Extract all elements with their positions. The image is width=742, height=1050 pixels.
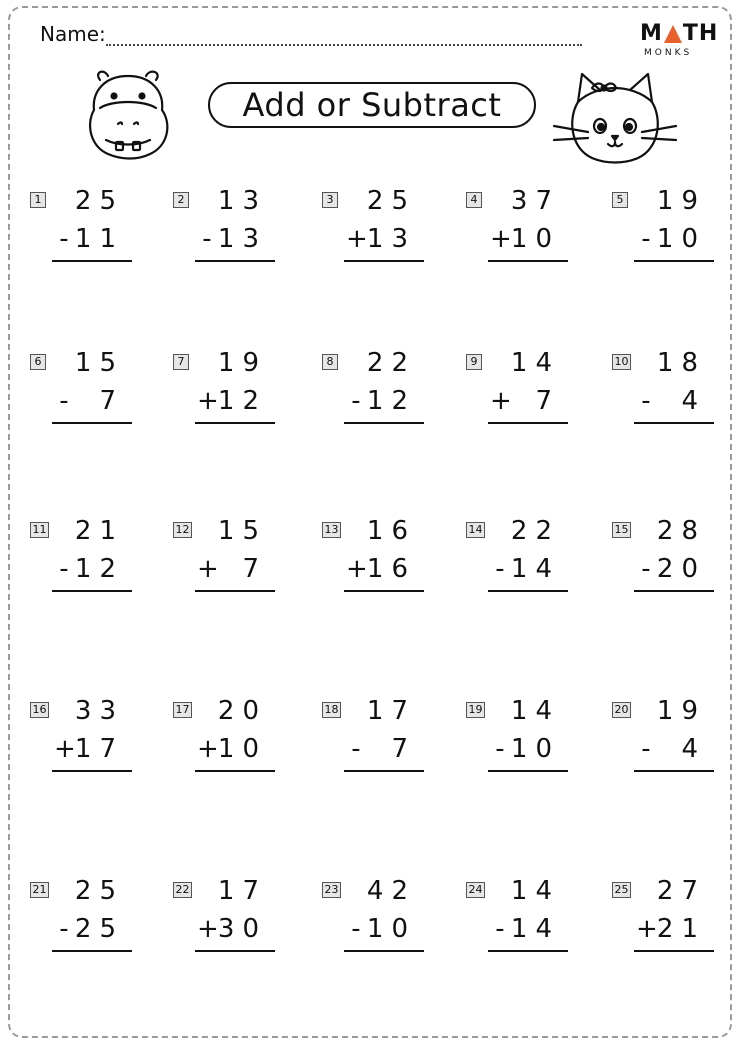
problem-bottom-number: 16 bbox=[366, 554, 416, 584]
problem-top-number: 33 bbox=[74, 696, 124, 726]
problem-number-badge: 19 bbox=[466, 702, 485, 718]
logo-subtext: MONKS bbox=[644, 48, 693, 58]
problem-number-badge: 12 bbox=[173, 522, 192, 538]
problem-20 bbox=[612, 696, 722, 786]
answer-line[interactable] bbox=[634, 770, 714, 772]
problem-top-number: 25 bbox=[74, 876, 124, 906]
logo-text-left: M bbox=[640, 21, 663, 46]
problem-top-number: 18 bbox=[656, 348, 706, 378]
problem-15 bbox=[612, 516, 722, 606]
answer-line[interactable] bbox=[488, 590, 568, 592]
problem-number-badge: 3 bbox=[322, 192, 338, 208]
problem-top-number: 42 bbox=[366, 876, 416, 906]
problem-top-number: 19 bbox=[656, 186, 706, 216]
answer-line[interactable] bbox=[195, 770, 275, 772]
problem-operator: - bbox=[641, 224, 651, 254]
worksheet-title: Add or Subtract bbox=[208, 82, 536, 128]
problem-19 bbox=[466, 696, 576, 786]
problem-6 bbox=[30, 348, 140, 438]
problem-8 bbox=[322, 348, 432, 438]
problem-7 bbox=[173, 348, 283, 438]
answer-line[interactable] bbox=[488, 260, 568, 262]
problem-operator: - bbox=[495, 734, 505, 764]
problem-bottom-number: 7 bbox=[391, 734, 416, 764]
answer-line[interactable] bbox=[488, 950, 568, 952]
answer-line[interactable] bbox=[195, 422, 275, 424]
problem-operator: - bbox=[351, 386, 361, 416]
problem-operator: - bbox=[202, 224, 212, 254]
problem-bottom-number: 10 bbox=[510, 224, 560, 254]
problem-bottom-number: 7 bbox=[242, 554, 267, 584]
problem-3 bbox=[322, 186, 432, 276]
answer-line[interactable] bbox=[634, 260, 714, 262]
problem-13 bbox=[322, 516, 432, 606]
logo-text-right: TH bbox=[682, 21, 719, 46]
problem-number-badge: 17 bbox=[173, 702, 192, 718]
answer-line[interactable] bbox=[344, 950, 424, 952]
answer-line[interactable] bbox=[344, 590, 424, 592]
problem-bottom-number: 11 bbox=[74, 224, 124, 254]
problem-top-number: 20 bbox=[217, 696, 267, 726]
problem-number-badge: 24 bbox=[466, 882, 485, 898]
problem-bottom-number: 12 bbox=[74, 554, 124, 584]
problem-21 bbox=[30, 876, 140, 966]
name-input-line[interactable] bbox=[106, 44, 582, 46]
problem-top-number: 14 bbox=[510, 876, 560, 906]
math-monks-logo bbox=[640, 22, 720, 58]
problem-14 bbox=[466, 516, 576, 606]
problem-operator: + bbox=[54, 734, 76, 764]
problem-bottom-number: 10 bbox=[656, 224, 706, 254]
problem-operator: - bbox=[351, 734, 361, 764]
problem-top-number: 13 bbox=[217, 186, 267, 216]
problem-bottom-number: 10 bbox=[366, 914, 416, 944]
problem-number-badge: 1 bbox=[30, 192, 46, 208]
answer-line[interactable] bbox=[344, 260, 424, 262]
answer-line[interactable] bbox=[488, 422, 568, 424]
problem-number-badge: 16 bbox=[30, 702, 49, 718]
problem-24 bbox=[466, 876, 576, 966]
problem-9 bbox=[466, 348, 576, 438]
problem-number-badge: 8 bbox=[322, 354, 338, 370]
problem-number-badge: 20 bbox=[612, 702, 631, 718]
problem-operator: - bbox=[59, 224, 69, 254]
problem-12 bbox=[173, 516, 283, 606]
problem-number-badge: 7 bbox=[173, 354, 189, 370]
name-label: Name: bbox=[40, 22, 106, 46]
problem-bottom-number: 7 bbox=[99, 386, 124, 416]
problem-top-number: 14 bbox=[510, 348, 560, 378]
problem-operator: - bbox=[641, 734, 651, 764]
problem-operator: - bbox=[641, 554, 651, 584]
problem-top-number: 19 bbox=[656, 696, 706, 726]
problem-operator: - bbox=[495, 914, 505, 944]
problem-bottom-number: 30 bbox=[217, 914, 267, 944]
problem-operator: + bbox=[197, 554, 219, 584]
problem-number-badge: 23 bbox=[322, 882, 341, 898]
problem-operator: - bbox=[59, 914, 69, 944]
problem-number-badge: 4 bbox=[466, 192, 482, 208]
answer-line[interactable] bbox=[344, 422, 424, 424]
answer-line[interactable] bbox=[195, 950, 275, 952]
problem-bottom-number: 14 bbox=[510, 914, 560, 944]
answer-line[interactable] bbox=[634, 590, 714, 592]
problem-number-badge: 18 bbox=[322, 702, 341, 718]
logo-triangle-icon bbox=[664, 25, 682, 43]
answer-line[interactable] bbox=[52, 422, 132, 424]
problem-23 bbox=[322, 876, 432, 966]
problem-number-badge: 22 bbox=[173, 882, 192, 898]
problem-number-badge: 14 bbox=[466, 522, 485, 538]
hippo-icon bbox=[78, 66, 178, 162]
problem-top-number: 25 bbox=[366, 186, 416, 216]
problem-bottom-number: 12 bbox=[217, 386, 267, 416]
problem-operator: - bbox=[59, 554, 69, 584]
problem-top-number: 21 bbox=[74, 516, 124, 546]
problem-top-number: 22 bbox=[510, 516, 560, 546]
problem-top-number: 14 bbox=[510, 696, 560, 726]
problem-top-number: 15 bbox=[74, 348, 124, 378]
problem-bottom-number: 10 bbox=[217, 734, 267, 764]
answer-line[interactable] bbox=[634, 422, 714, 424]
cat-icon bbox=[550, 70, 680, 166]
problem-operator: + bbox=[346, 224, 368, 254]
problem-16 bbox=[30, 696, 140, 786]
problem-top-number: 15 bbox=[217, 516, 267, 546]
answer-line[interactable] bbox=[52, 260, 132, 262]
problem-number-badge: 10 bbox=[612, 354, 631, 370]
problem-bottom-number: 13 bbox=[217, 224, 267, 254]
problem-top-number: 27 bbox=[656, 876, 706, 906]
problem-11 bbox=[30, 516, 140, 606]
problem-bottom-number: 10 bbox=[510, 734, 560, 764]
problem-number-badge: 15 bbox=[612, 522, 631, 538]
problem-25 bbox=[612, 876, 722, 966]
problem-2 bbox=[173, 186, 283, 276]
problem-operator: - bbox=[495, 554, 505, 584]
answer-line[interactable] bbox=[52, 950, 132, 952]
answer-line[interactable] bbox=[195, 590, 275, 592]
problem-operator: - bbox=[59, 386, 69, 416]
problem-top-number: 28 bbox=[656, 516, 706, 546]
problem-1 bbox=[30, 186, 140, 276]
problem-bottom-number: 4 bbox=[681, 734, 706, 764]
problem-number-badge: 5 bbox=[612, 192, 628, 208]
problem-operator: - bbox=[641, 386, 651, 416]
problem-bottom-number: 20 bbox=[656, 554, 706, 584]
problem-operator: + bbox=[490, 224, 512, 254]
problem-bottom-number: 7 bbox=[535, 386, 560, 416]
problem-number-badge: 11 bbox=[30, 522, 49, 538]
problem-operator: + bbox=[197, 914, 219, 944]
problem-operator: + bbox=[636, 914, 658, 944]
problem-bottom-number: 25 bbox=[74, 914, 124, 944]
answer-line[interactable] bbox=[634, 950, 714, 952]
problem-operator: + bbox=[197, 386, 219, 416]
problem-18 bbox=[322, 696, 432, 786]
problem-top-number: 17 bbox=[217, 876, 267, 906]
problem-5 bbox=[612, 186, 722, 276]
problem-number-badge: 21 bbox=[30, 882, 49, 898]
answer-line[interactable] bbox=[344, 770, 424, 772]
answer-line[interactable] bbox=[488, 770, 568, 772]
problem-number-badge: 13 bbox=[322, 522, 341, 538]
problem-bottom-number: 17 bbox=[74, 734, 124, 764]
problem-top-number: 25 bbox=[74, 186, 124, 216]
answer-line[interactable] bbox=[52, 590, 132, 592]
problem-bottom-number: 12 bbox=[366, 386, 416, 416]
problem-10 bbox=[612, 348, 722, 438]
answer-line[interactable] bbox=[195, 260, 275, 262]
problem-top-number: 17 bbox=[366, 696, 416, 726]
problem-bottom-number: 14 bbox=[510, 554, 560, 584]
problem-top-number: 19 bbox=[217, 348, 267, 378]
answer-line[interactable] bbox=[52, 770, 132, 772]
problem-bottom-number: 4 bbox=[681, 386, 706, 416]
problem-22 bbox=[173, 876, 283, 966]
problem-number-badge: 2 bbox=[173, 192, 189, 208]
problem-4 bbox=[466, 186, 576, 276]
problem-top-number: 16 bbox=[366, 516, 416, 546]
problem-bottom-number: 21 bbox=[656, 914, 706, 944]
problem-number-badge: 25 bbox=[612, 882, 631, 898]
problem-top-number: 22 bbox=[366, 348, 416, 378]
problem-operator: + bbox=[346, 554, 368, 584]
problem-top-number: 37 bbox=[510, 186, 560, 216]
problem-operator: + bbox=[490, 386, 512, 416]
problem-number-badge: 6 bbox=[30, 354, 46, 370]
problem-17 bbox=[173, 696, 283, 786]
problem-operator: + bbox=[197, 734, 219, 764]
problem-bottom-number: 13 bbox=[366, 224, 416, 254]
problem-operator: - bbox=[351, 914, 361, 944]
problem-number-badge: 9 bbox=[466, 354, 482, 370]
